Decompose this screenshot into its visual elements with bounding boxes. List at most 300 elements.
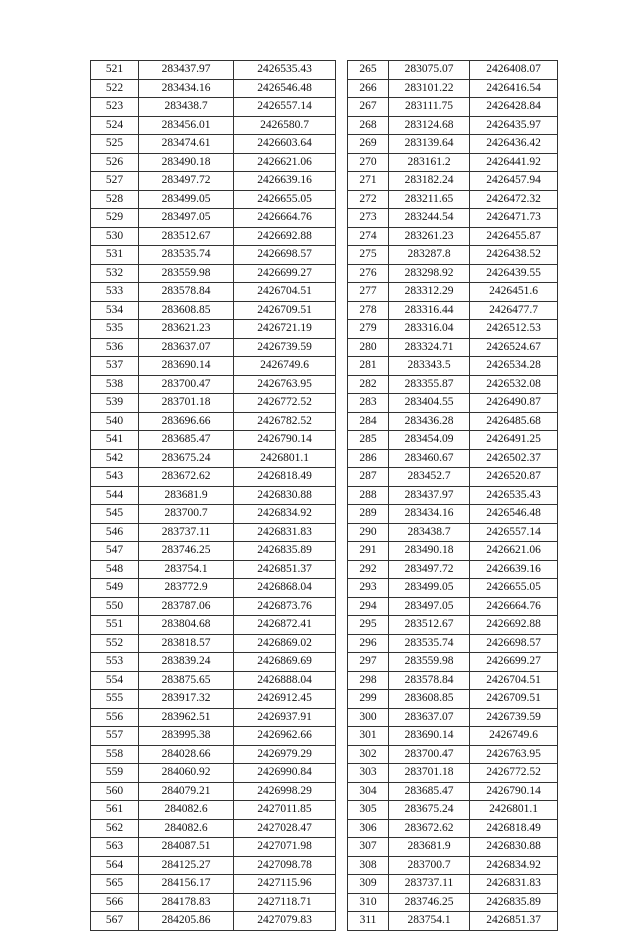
point-number-cell: 301 — [348, 727, 389, 746]
x-coordinate-cell: 283962.51 — [139, 708, 234, 727]
point-number-cell: 527 — [91, 172, 139, 191]
table-row — [348, 801, 558, 820]
table-row — [91, 431, 336, 450]
table-row — [91, 61, 336, 80]
point-number-cell: 289 — [348, 505, 389, 524]
x-coordinate-cell: 283244.54 — [389, 209, 470, 228]
point-number-cell: 300 — [348, 708, 389, 727]
table-row — [348, 320, 558, 339]
table-row — [348, 560, 558, 579]
y-coordinate-cell: 2426699.27 — [234, 264, 336, 283]
x-coordinate-cell: 283355.87 — [389, 375, 470, 394]
point-number-cell: 307 — [348, 838, 389, 857]
y-coordinate-cell: 2426532.08 — [470, 375, 558, 394]
x-coordinate-cell: 283559.98 — [389, 653, 470, 672]
point-number-cell: 298 — [348, 671, 389, 690]
x-coordinate-cell: 283818.57 — [139, 634, 234, 653]
table-row — [91, 727, 336, 746]
y-coordinate-cell: 2426990.84 — [234, 764, 336, 783]
table-row — [91, 838, 336, 857]
point-number-cell: 279 — [348, 320, 389, 339]
x-coordinate-cell: 284082.6 — [139, 801, 234, 820]
table-row — [348, 542, 558, 561]
point-number-cell: 306 — [348, 819, 389, 838]
table-row — [348, 412, 558, 431]
table-row — [91, 912, 336, 931]
x-coordinate-cell: 283211.65 — [389, 190, 470, 209]
x-coordinate-cell: 283499.05 — [139, 190, 234, 209]
table-row — [348, 893, 558, 912]
y-coordinate-cell: 2426603.64 — [234, 135, 336, 154]
y-coordinate-cell: 2426912.45 — [234, 690, 336, 709]
y-coordinate-cell: 2426709.51 — [234, 301, 336, 320]
x-coordinate-cell: 283700.47 — [389, 745, 470, 764]
table-row — [348, 338, 558, 357]
table-row — [91, 653, 336, 672]
table-row — [348, 764, 558, 783]
point-number-cell: 275 — [348, 246, 389, 265]
y-coordinate-cell: 2426535.43 — [470, 486, 558, 505]
x-coordinate-cell: 283839.24 — [139, 653, 234, 672]
x-coordinate-cell: 283690.14 — [389, 727, 470, 746]
table-row — [91, 116, 336, 135]
x-coordinate-cell: 283490.18 — [139, 153, 234, 172]
y-coordinate-cell: 2426704.51 — [470, 671, 558, 690]
point-number-cell: 545 — [91, 505, 139, 524]
point-number-cell: 303 — [348, 764, 389, 783]
y-coordinate-cell: 2426739.59 — [470, 708, 558, 727]
y-coordinate-cell: 2426655.05 — [470, 579, 558, 598]
x-coordinate-cell: 283701.18 — [389, 764, 470, 783]
x-coordinate-cell: 283700.7 — [389, 856, 470, 875]
x-coordinate-cell: 283490.18 — [389, 542, 470, 561]
table-row — [348, 61, 558, 80]
y-coordinate-cell: 2426721.19 — [234, 320, 336, 339]
table-row — [348, 856, 558, 875]
table-row — [91, 283, 336, 302]
x-coordinate-cell: 283075.07 — [389, 61, 470, 80]
point-number-cell: 276 — [348, 264, 389, 283]
table-row — [91, 671, 336, 690]
x-coordinate-cell: 283685.47 — [139, 431, 234, 450]
point-number-cell: 286 — [348, 449, 389, 468]
point-number-cell: 278 — [348, 301, 389, 320]
point-number-cell: 541 — [91, 431, 139, 450]
y-coordinate-cell: 2426937.91 — [234, 708, 336, 727]
table-row — [91, 616, 336, 635]
x-coordinate-cell: 283139.64 — [389, 135, 470, 154]
x-coordinate-cell: 283675.24 — [389, 801, 470, 820]
table-row — [348, 227, 558, 246]
point-number-cell: 267 — [348, 98, 389, 117]
y-coordinate-cell: 2426436.42 — [470, 135, 558, 154]
point-number-cell: 299 — [348, 690, 389, 709]
x-coordinate-cell: 283681.9 — [389, 838, 470, 857]
table-row — [348, 301, 558, 320]
table-row — [348, 671, 558, 690]
point-number-cell: 290 — [348, 523, 389, 542]
point-number-cell: 548 — [91, 560, 139, 579]
y-coordinate-cell: 2426621.06 — [470, 542, 558, 561]
table-row — [91, 505, 336, 524]
y-coordinate-cell: 2426546.48 — [234, 79, 336, 98]
y-coordinate-cell: 2427071.98 — [234, 838, 336, 857]
x-coordinate-cell: 283434.16 — [139, 79, 234, 98]
x-coordinate-cell: 283681.9 — [139, 486, 234, 505]
table-row — [348, 98, 558, 117]
point-number-cell: 531 — [91, 246, 139, 265]
table-row — [91, 764, 336, 783]
y-coordinate-cell: 2426520.87 — [470, 468, 558, 487]
point-number-cell: 566 — [91, 893, 139, 912]
x-coordinate-cell: 283754.1 — [139, 560, 234, 579]
table-row — [348, 486, 558, 505]
point-number-cell: 546 — [91, 523, 139, 542]
y-coordinate-cell: 2426873.76 — [234, 597, 336, 616]
x-coordinate-cell: 283474.61 — [139, 135, 234, 154]
table-row — [348, 264, 558, 283]
point-number-cell: 304 — [348, 782, 389, 801]
y-coordinate-cell: 2426435.97 — [470, 116, 558, 135]
y-coordinate-cell: 2426851.37 — [470, 912, 558, 931]
point-number-cell: 529 — [91, 209, 139, 228]
table-row — [91, 542, 336, 561]
point-number-cell: 294 — [348, 597, 389, 616]
point-number-cell: 532 — [91, 264, 139, 283]
table-row — [91, 246, 336, 265]
point-number-cell: 309 — [348, 875, 389, 894]
point-number-cell: 308 — [348, 856, 389, 875]
y-coordinate-cell: 2426835.89 — [234, 542, 336, 561]
point-number-cell: 556 — [91, 708, 139, 727]
x-coordinate-cell: 283672.62 — [389, 819, 470, 838]
y-coordinate-cell: 2427115.96 — [234, 875, 336, 894]
table-row — [91, 801, 336, 820]
point-number-cell: 291 — [348, 542, 389, 561]
x-coordinate-cell: 283690.14 — [139, 357, 234, 376]
y-coordinate-cell: 2426535.43 — [234, 61, 336, 80]
point-number-cell: 551 — [91, 616, 139, 635]
point-number-cell: 273 — [348, 209, 389, 228]
table-row — [91, 875, 336, 894]
x-coordinate-cell: 284087.51 — [139, 838, 234, 857]
table-row — [91, 560, 336, 579]
y-coordinate-cell: 2426457.94 — [470, 172, 558, 191]
x-coordinate-cell: 283737.11 — [389, 875, 470, 894]
y-coordinate-cell: 2426546.48 — [470, 505, 558, 524]
point-number-cell: 555 — [91, 690, 139, 709]
table-row — [348, 283, 558, 302]
x-coordinate-cell: 283608.85 — [389, 690, 470, 709]
x-coordinate-cell: 283499.05 — [389, 579, 470, 598]
table-row — [91, 98, 336, 117]
x-coordinate-cell: 283437.97 — [389, 486, 470, 505]
x-coordinate-cell: 283324.71 — [389, 338, 470, 357]
table-row — [91, 375, 336, 394]
table-row — [91, 523, 336, 542]
y-coordinate-cell: 2426455.87 — [470, 227, 558, 246]
point-number-cell: 560 — [91, 782, 139, 801]
y-coordinate-cell: 2426801.1 — [234, 449, 336, 468]
y-coordinate-cell: 2426472.32 — [470, 190, 558, 209]
y-coordinate-cell: 2426692.88 — [234, 227, 336, 246]
table-row — [348, 431, 558, 450]
x-coordinate-cell: 283737.11 — [139, 523, 234, 542]
table-row — [348, 875, 558, 894]
point-number-cell: 553 — [91, 653, 139, 672]
point-number-cell: 530 — [91, 227, 139, 246]
y-coordinate-cell: 2426621.06 — [234, 153, 336, 172]
point-number-cell: 563 — [91, 838, 139, 857]
point-number-cell: 533 — [91, 283, 139, 302]
y-coordinate-cell: 2426557.14 — [470, 523, 558, 542]
y-coordinate-cell: 2426979.29 — [234, 745, 336, 764]
y-coordinate-cell: 2426491.25 — [470, 431, 558, 450]
x-coordinate-cell: 283746.25 — [389, 893, 470, 912]
y-coordinate-cell: 2426831.83 — [234, 523, 336, 542]
point-number-cell: 311 — [348, 912, 389, 931]
table-row — [348, 209, 558, 228]
x-coordinate-cell: 283436.28 — [389, 412, 470, 431]
point-number-cell: 537 — [91, 357, 139, 376]
y-coordinate-cell: 2426580.7 — [234, 116, 336, 135]
x-coordinate-cell: 284060.92 — [139, 764, 234, 783]
x-coordinate-cell: 283456.01 — [139, 116, 234, 135]
x-coordinate-cell: 284079.21 — [139, 782, 234, 801]
left-table-body — [91, 61, 336, 931]
point-number-cell: 559 — [91, 764, 139, 783]
point-number-cell: 283 — [348, 394, 389, 413]
y-coordinate-cell: 2426698.57 — [234, 246, 336, 265]
x-coordinate-cell: 283578.84 — [389, 671, 470, 690]
point-number-cell: 535 — [91, 320, 139, 339]
table-row — [348, 449, 558, 468]
x-coordinate-cell: 283343.5 — [389, 357, 470, 376]
y-coordinate-cell: 2426888.04 — [234, 671, 336, 690]
point-number-cell: 285 — [348, 431, 389, 450]
y-coordinate-cell: 2426772.52 — [470, 764, 558, 783]
x-coordinate-cell: 284028.66 — [139, 745, 234, 764]
y-coordinate-cell: 2426534.28 — [470, 357, 558, 376]
table-row — [348, 135, 558, 154]
point-number-cell: 282 — [348, 375, 389, 394]
point-number-cell: 277 — [348, 283, 389, 302]
y-coordinate-cell: 2426471.73 — [470, 209, 558, 228]
table-row — [91, 745, 336, 764]
table-row — [91, 597, 336, 616]
table-row — [91, 819, 336, 838]
table-row — [348, 505, 558, 524]
y-coordinate-cell: 2426502.37 — [470, 449, 558, 468]
point-number-cell: 540 — [91, 412, 139, 431]
x-coordinate-cell: 283672.62 — [139, 468, 234, 487]
point-number-cell: 567 — [91, 912, 139, 931]
y-coordinate-cell: 2426485.68 — [470, 412, 558, 431]
table-row — [348, 690, 558, 709]
point-number-cell: 297 — [348, 653, 389, 672]
x-coordinate-cell: 283497.72 — [139, 172, 234, 191]
point-number-cell: 523 — [91, 98, 139, 117]
y-coordinate-cell: 2426557.14 — [234, 98, 336, 117]
table-row — [91, 468, 336, 487]
point-number-cell: 550 — [91, 597, 139, 616]
point-number-cell: 296 — [348, 634, 389, 653]
point-number-cell: 280 — [348, 338, 389, 357]
point-number-cell: 543 — [91, 468, 139, 487]
table-row — [348, 708, 558, 727]
x-coordinate-cell: 283637.07 — [139, 338, 234, 357]
table-row — [91, 486, 336, 505]
x-coordinate-cell: 284082.6 — [139, 819, 234, 838]
y-coordinate-cell: 2426428.84 — [470, 98, 558, 117]
point-number-cell: 305 — [348, 801, 389, 820]
point-number-cell: 525 — [91, 135, 139, 154]
left-coordinate-table — [90, 60, 336, 931]
table-row — [348, 190, 558, 209]
y-coordinate-cell: 2426408.07 — [470, 61, 558, 80]
y-coordinate-cell: 2426818.49 — [470, 819, 558, 838]
table-row — [348, 357, 558, 376]
y-coordinate-cell: 2426739.59 — [234, 338, 336, 357]
point-number-cell: 557 — [91, 727, 139, 746]
table-row — [348, 394, 558, 413]
y-coordinate-cell: 2426451.6 — [470, 283, 558, 302]
y-coordinate-cell: 2426749.6 — [234, 357, 336, 376]
point-number-cell: 564 — [91, 856, 139, 875]
x-coordinate-cell: 283746.25 — [139, 542, 234, 561]
y-coordinate-cell: 2426830.88 — [470, 838, 558, 857]
point-number-cell: 271 — [348, 172, 389, 191]
point-number-cell: 549 — [91, 579, 139, 598]
x-coordinate-cell: 283512.67 — [389, 616, 470, 635]
x-coordinate-cell: 283438.7 — [139, 98, 234, 117]
y-coordinate-cell: 2426639.16 — [470, 560, 558, 579]
right-coordinate-table — [347, 60, 558, 931]
y-coordinate-cell: 2426869.69 — [234, 653, 336, 672]
y-coordinate-cell: 2426834.92 — [234, 505, 336, 524]
x-coordinate-cell: 283111.75 — [389, 98, 470, 117]
table-row — [91, 172, 336, 191]
table-row — [91, 153, 336, 172]
point-number-cell: 287 — [348, 468, 389, 487]
table-row — [91, 357, 336, 376]
x-coordinate-cell: 283497.05 — [139, 209, 234, 228]
x-coordinate-cell: 283298.92 — [389, 264, 470, 283]
x-coordinate-cell: 283452.7 — [389, 468, 470, 487]
point-number-cell: 295 — [348, 616, 389, 635]
table-row — [91, 579, 336, 598]
table-row — [91, 893, 336, 912]
x-coordinate-cell: 284156.17 — [139, 875, 234, 894]
table-row — [91, 856, 336, 875]
x-coordinate-cell: 283700.7 — [139, 505, 234, 524]
table-row — [91, 449, 336, 468]
y-coordinate-cell: 2426763.95 — [470, 745, 558, 764]
point-number-cell: 539 — [91, 394, 139, 413]
y-coordinate-cell: 2426834.92 — [470, 856, 558, 875]
table-row — [348, 375, 558, 394]
table-row — [91, 412, 336, 431]
y-coordinate-cell: 2426655.05 — [234, 190, 336, 209]
x-coordinate-cell: 283637.07 — [389, 708, 470, 727]
x-coordinate-cell: 283497.05 — [389, 597, 470, 616]
x-coordinate-cell: 283535.74 — [139, 246, 234, 265]
y-coordinate-cell: 2426524.67 — [470, 338, 558, 357]
y-coordinate-cell: 2426699.27 — [470, 653, 558, 672]
y-coordinate-cell: 2426830.88 — [234, 486, 336, 505]
y-coordinate-cell: 2426790.14 — [234, 431, 336, 450]
x-coordinate-cell: 283460.67 — [389, 449, 470, 468]
point-number-cell: 292 — [348, 560, 389, 579]
table-row — [91, 209, 336, 228]
table-row — [348, 782, 558, 801]
x-coordinate-cell: 283917.32 — [139, 690, 234, 709]
point-number-cell: 524 — [91, 116, 139, 135]
x-coordinate-cell: 283454.09 — [389, 431, 470, 450]
x-coordinate-cell: 283701.18 — [139, 394, 234, 413]
point-number-cell: 534 — [91, 301, 139, 320]
y-coordinate-cell: 2426441.92 — [470, 153, 558, 172]
y-coordinate-cell: 2426438.52 — [470, 246, 558, 265]
x-coordinate-cell: 283696.66 — [139, 412, 234, 431]
x-coordinate-cell: 283685.47 — [389, 782, 470, 801]
x-coordinate-cell: 283437.97 — [139, 61, 234, 80]
y-coordinate-cell: 2426416.54 — [470, 79, 558, 98]
x-coordinate-cell: 283772.9 — [139, 579, 234, 598]
point-number-cell: 310 — [348, 893, 389, 912]
point-number-cell: 266 — [348, 79, 389, 98]
table-row — [348, 153, 558, 172]
x-coordinate-cell: 283316.04 — [389, 320, 470, 339]
y-coordinate-cell: 2426704.51 — [234, 283, 336, 302]
x-coordinate-cell: 283404.55 — [389, 394, 470, 413]
table-row — [348, 745, 558, 764]
table-row — [348, 616, 558, 635]
point-number-cell: 521 — [91, 61, 139, 80]
table-row — [91, 634, 336, 653]
table-row — [348, 468, 558, 487]
x-coordinate-cell: 283434.16 — [389, 505, 470, 524]
point-number-cell: 274 — [348, 227, 389, 246]
y-coordinate-cell: 2426831.83 — [470, 875, 558, 894]
table-row — [91, 301, 336, 320]
x-coordinate-cell: 283261.23 — [389, 227, 470, 246]
table-row — [348, 653, 558, 672]
x-coordinate-cell: 283124.68 — [389, 116, 470, 135]
x-coordinate-cell: 283316.44 — [389, 301, 470, 320]
y-coordinate-cell: 2426439.55 — [470, 264, 558, 283]
y-coordinate-cell: 2427079.83 — [234, 912, 336, 931]
table-row — [348, 79, 558, 98]
table-row — [91, 708, 336, 727]
point-number-cell: 269 — [348, 135, 389, 154]
table-row — [91, 320, 336, 339]
table-row — [91, 394, 336, 413]
point-number-cell: 561 — [91, 801, 139, 820]
point-number-cell: 547 — [91, 542, 139, 561]
y-coordinate-cell: 2426835.89 — [470, 893, 558, 912]
table-row — [348, 819, 558, 838]
point-number-cell: 544 — [91, 486, 139, 505]
point-number-cell: 302 — [348, 745, 389, 764]
x-coordinate-cell: 283995.38 — [139, 727, 234, 746]
point-number-cell: 272 — [348, 190, 389, 209]
x-coordinate-cell: 283497.72 — [389, 560, 470, 579]
point-number-cell: 281 — [348, 357, 389, 376]
table-row — [91, 690, 336, 709]
table-row — [348, 838, 558, 857]
y-coordinate-cell: 2426818.49 — [234, 468, 336, 487]
